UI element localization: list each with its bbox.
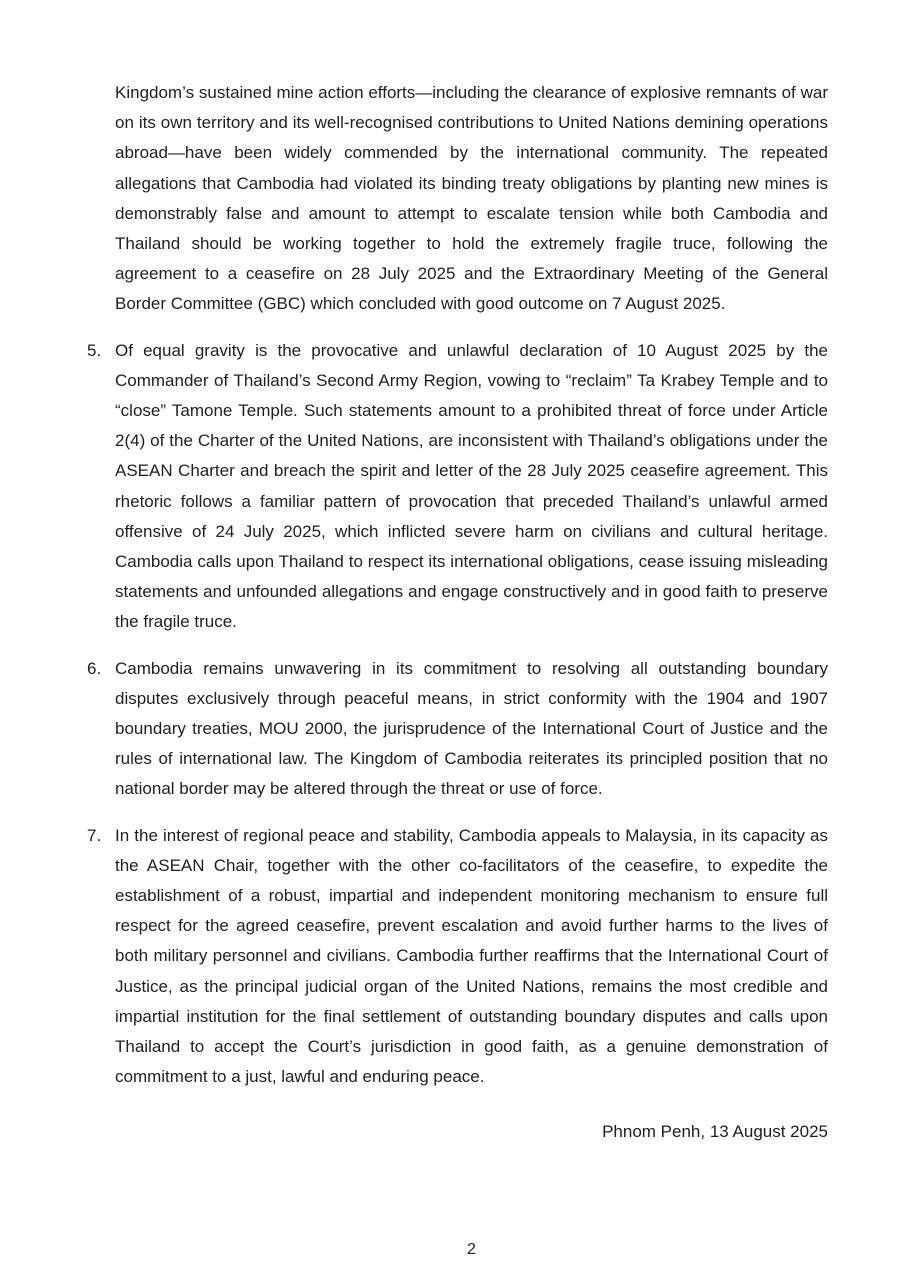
document-body bbox=[87, 78, 828, 1164]
paragraph-5 bbox=[87, 336, 828, 638]
paragraph-text: In the interest of regional peace and stability, Cambodia appeals to Malaysia, in its capacity as the ASEAN Chair, together with the other co-facilitators of the ceasefire, to expedite the establishment of a robust, impartial and independent monitoring mechanism to ensure full respect for the agreed ceasefire, prevent escalation and avoid further harms to the lives of both military personnel and civilians. Cambodia further reaffirms that the International Court of Justice, as the principal judicial organ of the United Nations, remains the most credible and impartial institution for the final settlement of outstanding boundary disputes and calls upon Thailand to accept the Court’s jurisdiction in good faith, as a genuine demonstration of commitment to a just, lawful and enduring peace. bbox=[115, 825, 828, 1087]
paragraph-7 bbox=[87, 821, 828, 1093]
paragraph-text: Cambodia remains unwavering in its commitment to resolving all outstanding boundary disputes exclusively through peaceful means, in strict conformity with the 1904 and 1907 boundary treaties, MOU 2000, the jurisprudence of the International Court of Justice and the rules of international law. The Kingdom of Cambodia reiterates its principled position that no national border may be altered through the threat or use of force. bbox=[115, 658, 828, 799]
paragraph-text: Of equal gravity is the provocative and unlawful declaration of 10 August 2025 by the Commander of Thailand’s Second Army Region, vowing to “reclaim” Ta Krabey Temple and to “close” Tamone Temple. Such statements amount to a prohibited threat of force under Article 2(4) of the Charter of the United Nations, are inconsistent with Thailand’s obligations under the ASEAN Charter and breach the spirit and letter of the 28 July 2025 ceasefire agreement. This rhetoric follows a familiar pattern of provocation that preceded Thailand’s unlawful armed offensive of 24 July 2025, which inflicted severe harm on civilians and cultural heritage. Cambodia calls upon Thailand to respect its international obligations, cease issuing misleading statements and unfounded allegations and engage constructively and in good faith to preserve the fragile truce. bbox=[115, 340, 828, 632]
paragraph-number: 7. bbox=[87, 825, 102, 845]
page-number: 2 bbox=[467, 1241, 476, 1258]
paragraph-6 bbox=[87, 654, 828, 805]
paragraph-number: 5. bbox=[87, 340, 102, 360]
paragraph-continuation: Kingdom’s sustained mine action efforts—including the clearance of explosive remnants of war on its own territory and its well-recognised contributions to United Nations demining operations abroad—have been widely commended by the international community. The repeated allegations that Cambodia had violated its binding treaty obligations by planting new mines is demonstrably false and amount to attempt to escalate tension while both Cambodia and Thailand should be working together to hold the extremely fragile truce, following the agreement to a ceasefire on 28 July 2025 and the Extraordinary Meeting of the General Border Committee (GBC) which concluded with good outcome on 7 August 2025. bbox=[115, 83, 828, 314]
paragraph-number: 6. bbox=[87, 658, 102, 678]
dateline: Phnom Penh, 13 August 2025 bbox=[602, 1121, 828, 1141]
page-footer bbox=[115, 1240, 828, 1260]
